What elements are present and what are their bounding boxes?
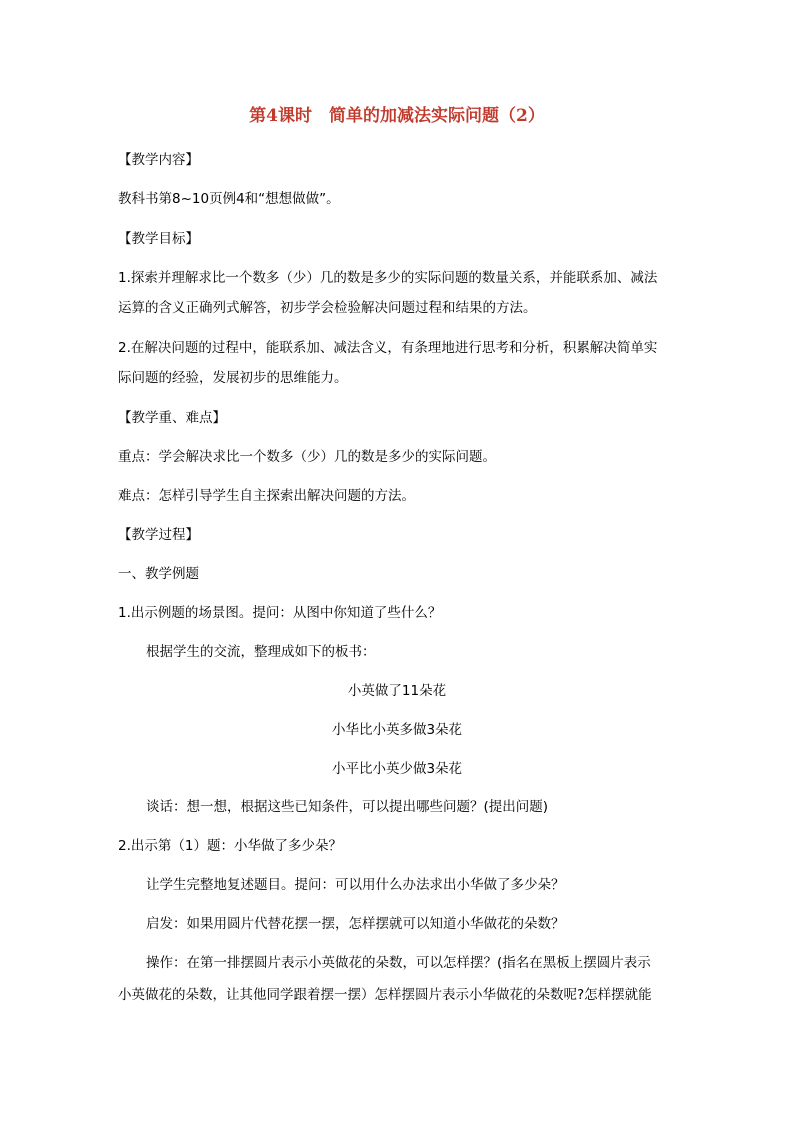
- keypoint-text: 重点：学会解决求比一个数多（少）几的数是多少的实际问题。: [118, 449, 496, 465]
- step-2-b: 启发：如果用圆片代替花摆一摆，怎样摆就可以知道小华做花的朵数？: [146, 916, 565, 932]
- board-line-1: 小英做了11朵花: [347, 683, 447, 699]
- heading-goals: 【教学目标】: [118, 231, 199, 247]
- goal-1-line-2: 运算的含义正确列式解答，初步学会检验解决问题过程和结果的方法。: [118, 300, 537, 316]
- board-line-2: 小华比小英多做3朵花: [331, 722, 463, 738]
- step-2-c-line-2: 小英做花的朵数，让其他同学跟着摆一摆）怎样摆圆片表示小华做花的朵数呢?怎样摆就能: [118, 987, 652, 1003]
- heading-content: 【教学内容】: [118, 152, 199, 168]
- goal-2-line-1: 2.在解决问题的过程中，能联系加、减法含义，有条理地进行思考和分析，积累解决简单实: [118, 340, 658, 356]
- page-title: 第4课时 简单的加减法实际问题（2）: [249, 106, 545, 126]
- goal-1-line-1: 1.探索并理解求比一个数多（少）几的数是多少的实际问题的数量关系，并能联系加、减法: [118, 270, 658, 286]
- difficulty-text: 难点：怎样引导学生自主探索出解决问题的方法。: [118, 488, 415, 504]
- heading-keypoints: 【教学重、难点】: [118, 410, 226, 426]
- part-1-heading: 一、教学例题: [118, 566, 199, 582]
- step-2-a: 让学生完整地复述题目。提问：可以用什么办法求出小华做了多少朵？: [146, 877, 565, 893]
- talk-text: 谈话：想一想，根据这些已知条件，可以提出哪些问题？(提出问题): [146, 799, 549, 815]
- step-2: 2.出示第（1）题：小华做了多少朵？: [118, 838, 342, 854]
- heading-process: 【教学过程】: [118, 527, 199, 543]
- board-line-3: 小平比小英少做3朵花: [331, 761, 463, 777]
- goal-2-line-2: 际问题的经验，发展初步的思维能力。: [118, 370, 348, 386]
- content-text: 教科书第8~10页例4和“想想做做”。: [118, 191, 340, 207]
- step-1: 1.出示例题的场景图。提问：从图中你知道了些什么？: [118, 605, 442, 621]
- step-1-note: 根据学生的交流，整理成如下的板书：: [146, 644, 376, 660]
- step-2-c-line-1: 操作：在第一排摆圆片表示小英做花的朵数，可以怎样摆？(指名在黑板上摆圆片表示: [146, 955, 651, 971]
